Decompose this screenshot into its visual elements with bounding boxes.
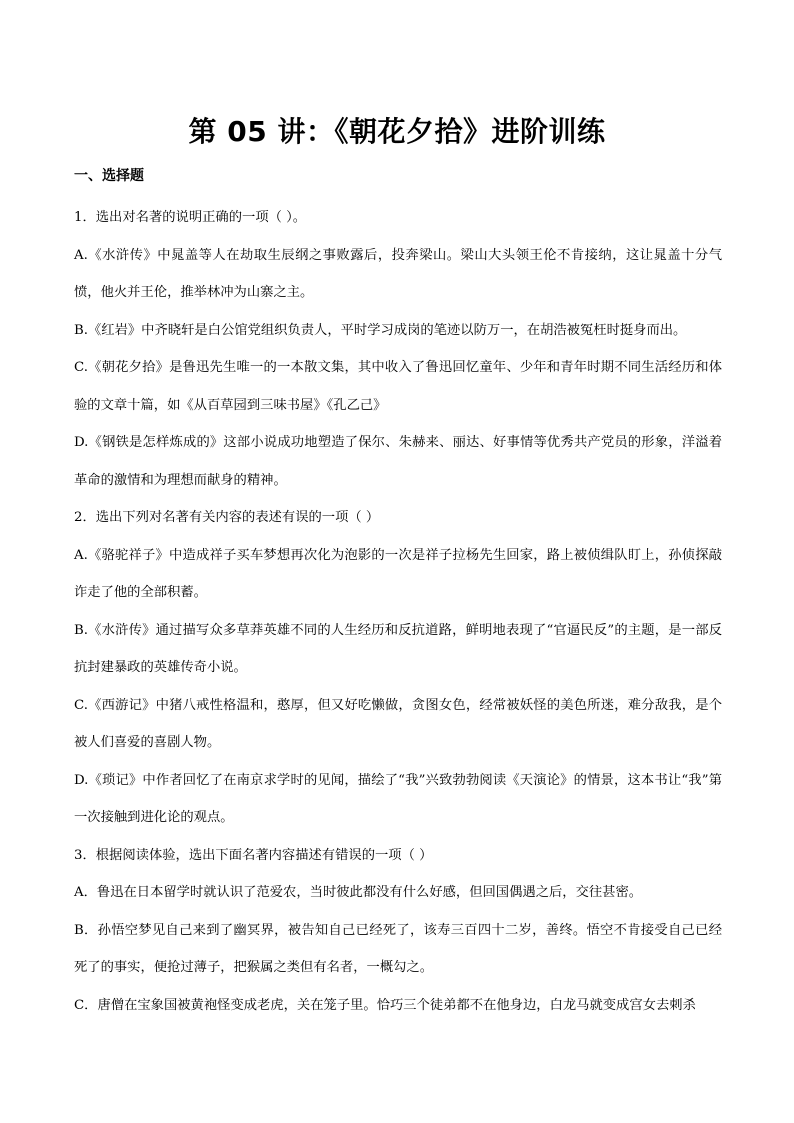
- question-3-option-c: C．唐僧在宝象国被黄袍怪变成老虎，关在笼子里。恰巧三个徒弟都不在他身边，白龙马就变成宫女去刺杀: [74, 997, 696, 1013]
- document-body: [74, 166, 722, 1024]
- question-3-stem: 3．根据阅读体验，选出下面名著内容描述有错误的一项（ ）: [74, 847, 433, 863]
- question-1-option-c: C.《朝花夕拾》是鲁迅先生唯一的一本散文集，其中收入了鲁迅回忆童年、少年和青年时期不同生活经历和体验的文章十篇，如《从百草园到三味书屋》《孔乙己》: [74, 360, 722, 413]
- document-title: 第 05 讲：《朝花夕拾》进阶训练: [188, 115, 606, 148]
- question-1-option-a: A.《水浒传》中晁盖等人在劫取生辰纲之事败露后，投奔梁山。梁山大头领王伦不肯接纳，这让晁盖十分气愤，他火并王伦，推举林冲为山寨之主。: [74, 247, 722, 300]
- question-2-option-b: B.《水浒传》通过描写众多草莽英雄不同的人生经历和反抗道路，鲜明地表现了“官逼民反”的主题，是一部反抗封建暴政的英雄传奇小说。: [74, 622, 722, 675]
- question-3-option-a: A．鲁迅在日本留学时就认识了范爱农，当时彼此都没有什么好感，但回国偶遇之后，交往甚密。: [74, 885, 643, 900]
- section-heading: 一、选择题: [74, 168, 144, 184]
- question-2-stem: 2．选出下列对名著有关内容的表述有误的一项（ ）: [74, 510, 380, 525]
- question-1-option-d: D.《钢铁是怎样炼成的》这部小说成功地塑造了保尔、朱赫来、丽达、好事情等优秀共产党员的形象，洋溢着革命的激情和为理想而献身的精神。: [74, 435, 722, 488]
- question-1-stem: 1．选出对名著的说明正确的一项（ ）。: [74, 210, 307, 225]
- question-1-option-b: B.《红岩》中齐晓轩是白公馆党组织负责人，平时学习成岗的笔迹以防万一，在胡浩被冤枉时挺身而出。: [74, 322, 687, 338]
- question-3-option-b: B．孙悟空梦见自己来到了幽冥界，被告知自己已经死了，该寿三百四十二岁，善终。悟空不肯接受自己已经死了的事实，便抢过薄子，把猴属之类但有名者，一概勾之。: [74, 922, 722, 975]
- question-2-option-a: A.《骆驼祥子》中造成祥子买车梦想再次化为泡影的一次是祥子拉杨先生回家，路上被侦缉队盯上，孙侦探敲诈走了他的全部积蓄。: [74, 547, 722, 600]
- question-2-option-c: C.《西游记》中猪八戒性格温和，憨厚，但又好吃懒做，贪图女色，经常被妖怪的美色所迷，难分敌我，是个被人们喜爱的喜剧人物。: [74, 697, 722, 750]
- question-2-option-d: D.《琐记》中作者回忆了在南京求学时的见闻，描绘了“我”兴致勃勃阅读《天演论》的情景，这本书让“我”第一次接触到进化论的观点。: [74, 772, 722, 825]
